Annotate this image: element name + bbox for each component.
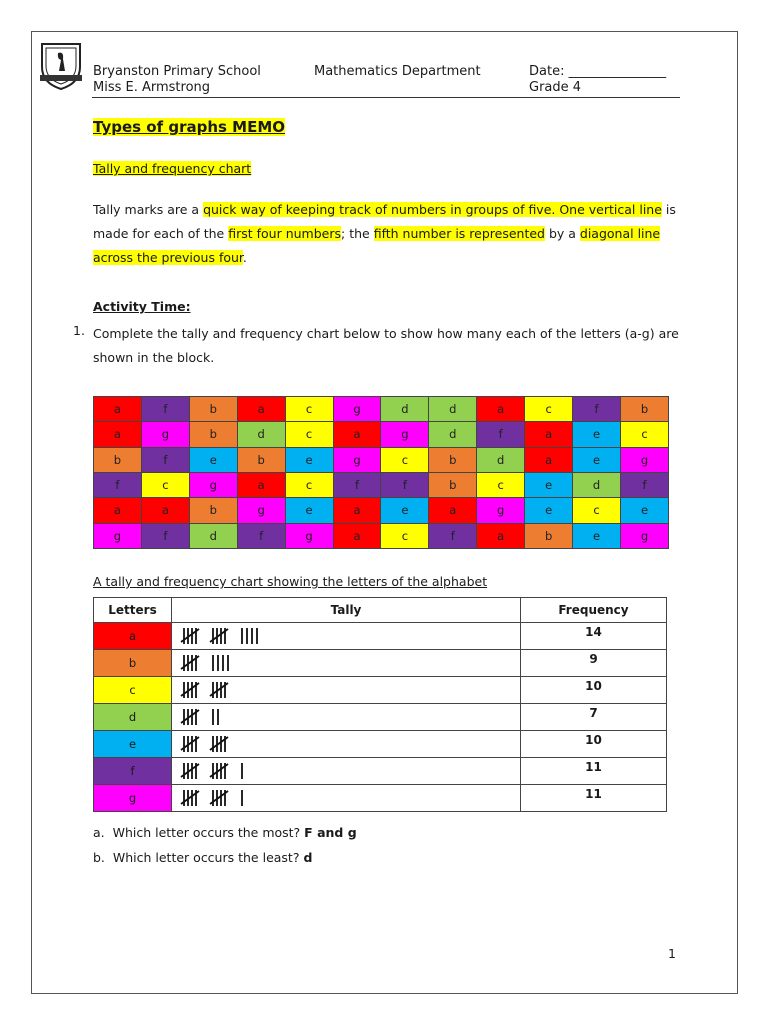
tally-marks <box>172 623 521 650</box>
frequency-cell: 11 <box>521 758 667 785</box>
date-field: Date: _______________ <box>529 64 667 79</box>
letter-cell: d <box>94 704 172 731</box>
grid-cell-g: g <box>477 498 525 523</box>
table-caption: A tally and frequency chart showing the letters of the alphabet <box>93 574 488 589</box>
question-a <box>93 825 357 840</box>
intro-text: . <box>242 250 247 265</box>
letter-cell: g <box>94 785 172 812</box>
grid-cell-b: b <box>525 523 573 548</box>
page-title: Types of graphs MEMO <box>93 118 286 136</box>
grid-cell-c: c <box>381 447 429 472</box>
table-row <box>94 731 667 758</box>
department-name: Mathematics Department <box>314 64 481 79</box>
grid-cell-d: d <box>237 422 285 447</box>
grid-cell-f: f <box>429 523 477 548</box>
grid-cell-e: e <box>525 498 573 523</box>
frequency-cell: 7 <box>521 704 667 731</box>
frequency-cell: 14 <box>521 623 667 650</box>
grid-cell-b: b <box>429 447 477 472</box>
grid-cell-a: a <box>477 523 525 548</box>
grid-cell-g: g <box>620 523 668 548</box>
grid-cell-b: b <box>620 397 668 422</box>
page-number: 1 <box>668 946 676 961</box>
grid-cell-e: e <box>573 447 621 472</box>
grid-cell-d: d <box>429 397 477 422</box>
grid-cell-c: c <box>285 422 333 447</box>
table-row <box>94 758 667 785</box>
tally-marks <box>172 704 521 731</box>
school-name: Bryanston Primary School <box>93 64 261 79</box>
grid-cell-c: c <box>525 397 573 422</box>
answer-text: d <box>303 850 313 865</box>
grid-cell-e: e <box>285 447 333 472</box>
table-row <box>94 677 667 704</box>
grid-cell-d: d <box>189 523 237 548</box>
question-text: Which letter occurs the most? <box>112 825 301 840</box>
grid-cell-e: e <box>381 498 429 523</box>
intro-highlight: diagonal line across the previous four <box>93 226 661 265</box>
question-text: Complete the tally and frequency chart below to show how many each of the letters (a-g) are shown in the block. <box>93 326 679 365</box>
grid-cell-a: a <box>429 498 477 523</box>
grade-label: Grade 4 <box>529 80 582 95</box>
grid-cell-a: a <box>333 498 381 523</box>
grid-cell-e: e <box>285 498 333 523</box>
grid-cell-f: f <box>573 397 621 422</box>
grid-cell-g: g <box>620 447 668 472</box>
intro-highlight: first four numbers <box>228 226 342 241</box>
grid-cell-f: f <box>477 422 525 447</box>
grid-cell-d: d <box>381 397 429 422</box>
grid-cell-a: a <box>237 472 285 497</box>
grid-cell-a: a <box>333 523 381 548</box>
grid-cell-a: a <box>525 422 573 447</box>
frequency-cell: 10 <box>521 731 667 758</box>
intro-text: Tally marks are a <box>93 202 204 217</box>
grid-cell-f: f <box>141 447 189 472</box>
grid-cell-a: a <box>477 397 525 422</box>
grid-cell-a: a <box>94 397 142 422</box>
intro-text: ; the <box>341 226 374 241</box>
intro-text: is made for each of the <box>93 202 676 241</box>
grid-cell-d: d <box>429 422 477 447</box>
grid-cell-b: b <box>429 472 477 497</box>
activity-heading: Activity Time: <box>93 299 191 314</box>
grid-cell-e: e <box>573 422 621 447</box>
question-b <box>93 850 312 865</box>
header-divider <box>92 97 680 98</box>
grid-cell-g: g <box>94 523 142 548</box>
table-row <box>94 650 667 677</box>
grid-row <box>94 498 669 523</box>
grid-cell-c: c <box>141 472 189 497</box>
grid-cell-g: g <box>333 397 381 422</box>
grid-row <box>94 523 669 548</box>
grid-cell-b: b <box>189 498 237 523</box>
grid-cell-f: f <box>141 397 189 422</box>
grid-cell-e: e <box>189 447 237 472</box>
grid-cell-b: b <box>189 422 237 447</box>
grid-cell-a: a <box>141 498 189 523</box>
grid-row <box>94 422 669 447</box>
letter-cell: e <box>94 731 172 758</box>
answer-text: F and g <box>304 825 357 840</box>
table-row <box>94 785 667 812</box>
grid-cell-f: f <box>381 472 429 497</box>
grid-cell-f: f <box>141 523 189 548</box>
intro-highlight: quick way of keeping track of numbers in groups of five. One vertical line <box>203 202 662 217</box>
intro-highlight: fifth number is represented <box>373 226 545 241</box>
intro-paragraph <box>93 198 693 270</box>
grid-cell-g: g <box>141 422 189 447</box>
grid-cell-f: f <box>237 523 285 548</box>
grid-cell-a: a <box>333 422 381 447</box>
question-text: Which letter occurs the least? <box>112 850 300 865</box>
table-row <box>94 623 667 650</box>
grid-cell-a: a <box>525 447 573 472</box>
grid-cell-a: a <box>237 397 285 422</box>
grid-cell-d: d <box>573 472 621 497</box>
grid-cell-c: c <box>477 472 525 497</box>
grid-cell-c: c <box>620 422 668 447</box>
tally-marks <box>172 677 521 704</box>
grid-cell-c: c <box>381 523 429 548</box>
grid-cell-b: b <box>237 447 285 472</box>
tally-frequency-table <box>93 597 667 812</box>
question-marker: a. <box>93 825 105 840</box>
grid-cell-c: c <box>285 397 333 422</box>
teacher-name: Miss E. Armstrong <box>93 80 211 95</box>
tally-marks <box>172 731 521 758</box>
grid-cell-g: g <box>237 498 285 523</box>
column-header-letters: Letters <box>94 598 172 623</box>
grid-row <box>94 397 669 422</box>
grid-cell-c: c <box>573 498 621 523</box>
grid-cell-b: b <box>189 397 237 422</box>
letter-cell: f <box>94 758 172 785</box>
grid-cell-g: g <box>381 422 429 447</box>
grid-cell-e: e <box>620 498 668 523</box>
column-header-frequency: Frequency <box>521 598 667 623</box>
grid-cell-a: a <box>94 498 142 523</box>
letter-cell: c <box>94 677 172 704</box>
frequency-cell: 11 <box>521 785 667 812</box>
tally-marks <box>172 758 521 785</box>
intro-text: by a <box>544 226 580 241</box>
tally-marks <box>172 785 521 812</box>
school-crest-logo <box>38 41 84 91</box>
grid-cell-f: f <box>620 472 668 497</box>
grid-cell-b: b <box>94 447 142 472</box>
letter-grid <box>93 396 669 549</box>
table-header-row <box>94 598 667 623</box>
grid-row <box>94 447 669 472</box>
question-marker: b. <box>93 850 105 865</box>
frequency-cell: 10 <box>521 677 667 704</box>
frequency-cell: 9 <box>521 650 667 677</box>
grid-cell-a: a <box>94 422 142 447</box>
grid-cell-g: g <box>189 472 237 497</box>
grid-cell-f: f <box>333 472 381 497</box>
letter-cell: a <box>94 623 172 650</box>
tally-marks <box>172 650 521 677</box>
grid-cell-e: e <box>525 472 573 497</box>
letter-cell: b <box>94 650 172 677</box>
grid-cell-g: g <box>285 523 333 548</box>
grid-row <box>94 472 669 497</box>
section-subtitle: Tally and frequency chart <box>93 161 252 176</box>
column-header-tally: Tally <box>172 598 521 623</box>
grid-cell-c: c <box>285 472 333 497</box>
question-number: 1. <box>73 323 85 338</box>
grid-cell-f: f <box>94 472 142 497</box>
grid-cell-g: g <box>333 447 381 472</box>
grid-cell-d: d <box>477 447 525 472</box>
table-row <box>94 704 667 731</box>
grid-cell-e: e <box>573 523 621 548</box>
